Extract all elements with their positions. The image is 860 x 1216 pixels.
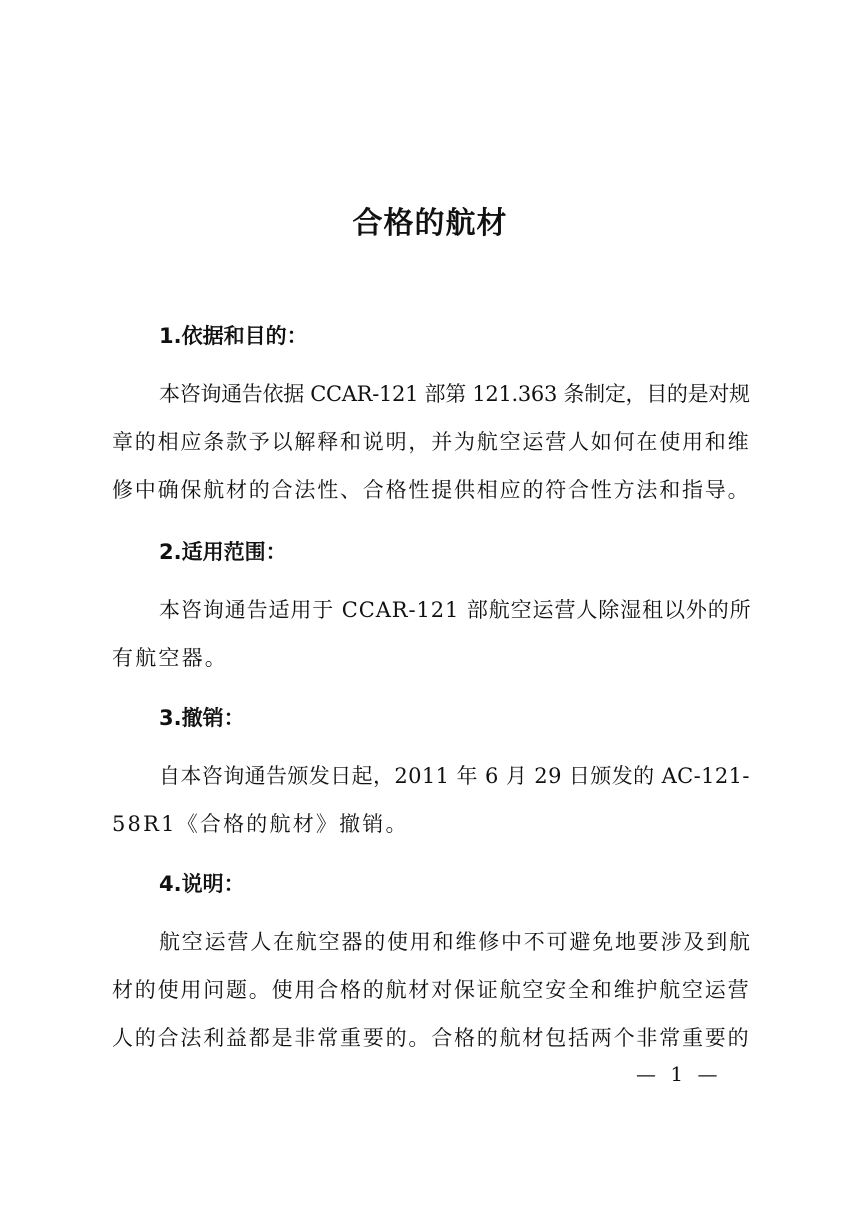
section-heading: 1.依据和目的： bbox=[159, 324, 308, 348]
paragraph-line: 修中确保航材的合法性、合格性提供相应的符合性方法和指导。 bbox=[112, 478, 751, 502]
section-scope-body bbox=[112, 592, 752, 676]
paragraph-line: 自本咨询通告颁发日起，2011 年 6 月 29 日颁发的 AC-121- bbox=[159, 764, 750, 788]
section-explanation-body bbox=[112, 924, 752, 1056]
section-heading: 3.撤销： bbox=[159, 706, 245, 730]
section-basis-purpose bbox=[112, 318, 752, 354]
section-explanation bbox=[112, 866, 752, 902]
paragraph-line: 人的合法利益都是非常重要的。合格的航材包括两个非常重要的 bbox=[112, 1026, 751, 1050]
paragraph-line: 有航空器。 bbox=[112, 646, 228, 670]
section-revocation bbox=[112, 700, 752, 736]
paragraph-line: 材的使用问题。使用合格的航材对保证航空安全和维护航空运营 bbox=[112, 978, 751, 1002]
section-revocation-body bbox=[112, 758, 752, 842]
paragraph-line: 航空运营人在航空器的使用和维修中不可避免地要涉及到航 bbox=[159, 930, 752, 954]
section-heading: 4.说明： bbox=[159, 872, 245, 896]
page-number: — 1 — bbox=[636, 1062, 722, 1086]
paragraph-line: 本咨询通告依据 CCAR-121 部第 121.363 条制定，目的是对规 bbox=[159, 382, 750, 406]
section-heading: 2.适用范围： bbox=[159, 540, 287, 564]
paragraph-line: 58R1《合格的航材》撤销。 bbox=[112, 812, 409, 836]
section-basis-purpose-body bbox=[112, 376, 752, 508]
paragraph-line: 本咨询通告适用于 CCAR-121 部航空运营人除湿租以外的所 bbox=[159, 598, 752, 622]
section-scope bbox=[112, 534, 752, 570]
paragraph-line: 章的相应条款予以解释和说明，并为航空运营人如何在使用和维 bbox=[112, 430, 751, 454]
document-title: 合格的航材 bbox=[352, 206, 508, 241]
